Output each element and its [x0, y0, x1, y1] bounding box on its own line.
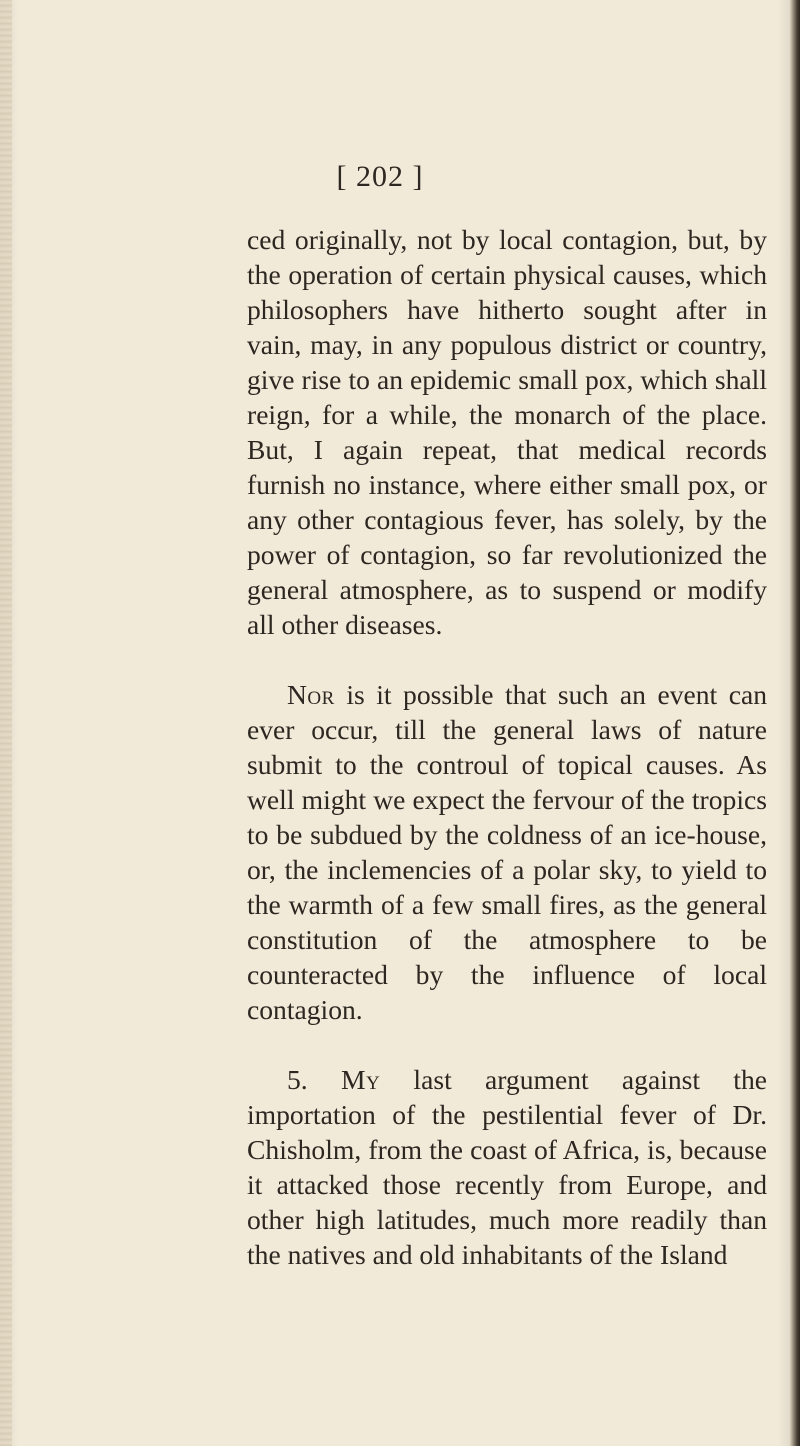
- paragraph-text: ced originally, not by local contagion, but, by the operation of certain physical causes, which philosophers have hitherto sought after in vain, may, in any populous district or country, give rise to an epidemic small pox, which shall reign, for a while, the monarch of the place. But, I again repeat, that medical records furnish no instance, where either small pox, or any other contagious fever, has solely, by the power of contagion, so far revolutionized the general atmosphere, as to suspend or modify all other diseases.: [247, 224, 767, 640]
- paragraph-argument-5: [247, 1062, 767, 1272]
- binding-gutter: [0, 0, 12, 1446]
- paragraph-text: is it possible that such an event can ever occur, till the general laws of nature submit to the controul of topical causes. As well might we expect the fervour of the tropics to be subdued by the coldness of an ice-house, or, the inclemencies of a polar sky, to yield to the warmth of a few small fires, as the general constitution of the atmosphere to be counteracted by the influence of local contagion.: [247, 679, 767, 1025]
- paragraph-number: 5.: [287, 1064, 308, 1095]
- paragraph-lead: Nor: [287, 679, 335, 710]
- paragraph-continuation: [247, 222, 767, 642]
- page-header: [0, 160, 800, 194]
- page-number: [ 202 ]: [336, 160, 424, 193]
- body-text: [247, 222, 767, 1272]
- page-edge: [790, 0, 800, 1446]
- paragraph-nor: [247, 677, 767, 1027]
- paragraph-lead: My: [340, 1064, 381, 1095]
- paragraph-text: last argument against the importation of the pestilential fever of Dr. Chisholm, from the coast of Africa, is, because it attacked those recently from Europe, and other high latitudes, much more readily than the natives and old inhabitants of the Island: [247, 1064, 767, 1270]
